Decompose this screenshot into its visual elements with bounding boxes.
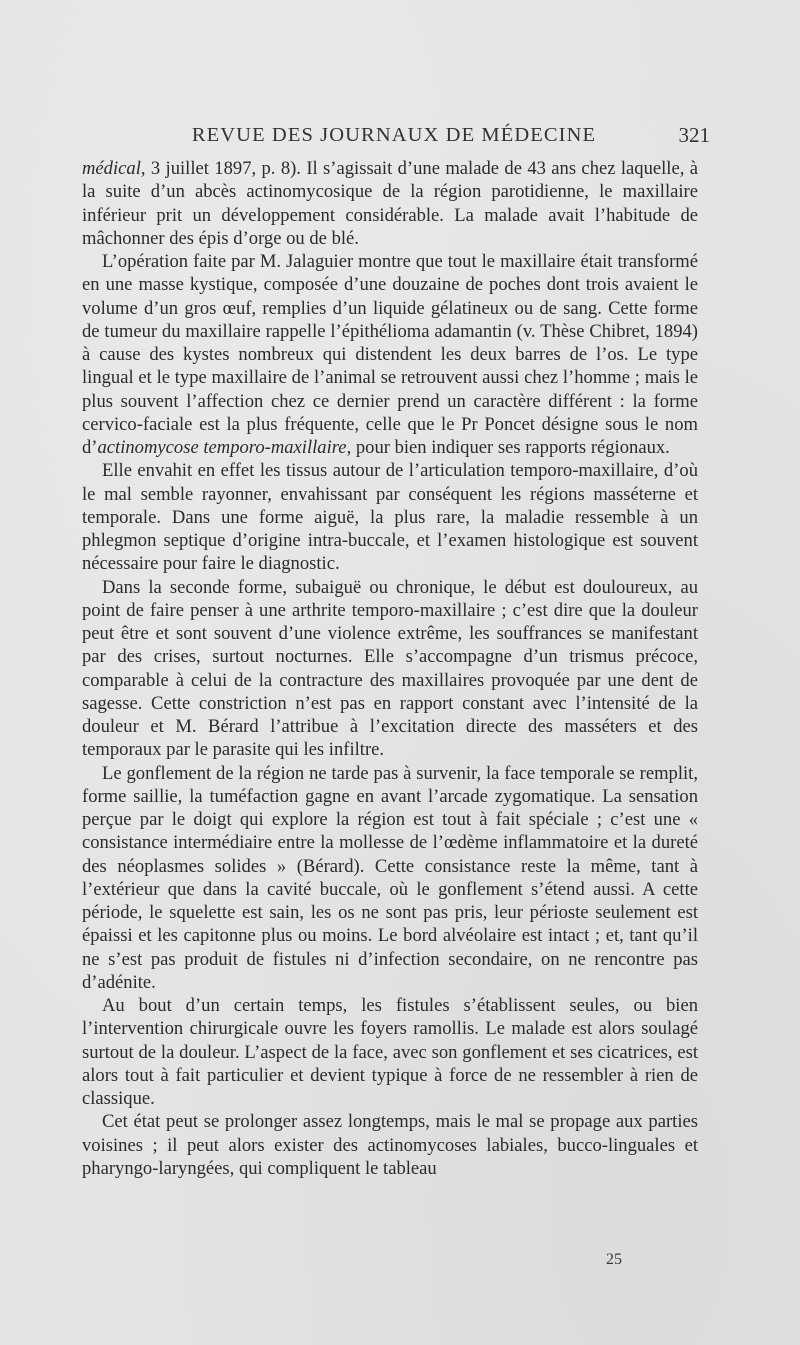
paragraph [82, 250, 698, 459]
text-run: Le gonflement de la région ne tarde pas à survenir, la face temporale se remplit, forme saillie, la tuméfaction gagne en avant l’arcade zygomatique. La sensation perçue par le doigt qui explore la région est tout à fait spéciale ; c’est une « consistance intermédiaire entre la mollesse de l’œdème inflammatoire et la dureté des néoplasmes solides » (Bérard). Cette consistance reste la même, tant à l’extérieur que dans la cavité buccale, où le gonflement s’étend aussi. A cette période, le squelette est sain, les os ne sont pas pris, leur périoste seulement est épaissi et les capitonne plus ou moins. Le bord alvéolaire est intact ; et, tant qu’il ne s’est pas produit de fistules ni d’infection secondaire, on ne rencontre pas d’adénite. [82, 762, 698, 993]
journal-title: REVUE DES JOURNAUX DE MÉDECINE [191, 124, 597, 146]
text-run: Cet état peut se prolonger assez longtemps, mais le mal se propage aux parties voisines ; il peut alors exister des actinomycoses labiales, bucco-linguales et pharyngo-laryngées, qui compliquent le tableau [82, 1111, 698, 1179]
text-run: actinomycose temporo-maxillaire [97, 437, 347, 458]
paragraph [82, 994, 698, 1110]
text-run: Au bout d’un certain temps, les fistules s’établissent seules, ou bien l’intervention chirurgicale ouvre les foyers ramollis. Le malade est alors soulagé surtout de la douleur. L’aspect de la face, avec son gonflement et ses cicatrices, est alors tout à fait particulier et devient typique à force de ne ressembler à rien de classique. [82, 995, 698, 1109]
text-run: Elle envahit en effet les tissus autour de l’articulation temporo-maxillaire, d’où le mal semble rayonner, envahissant par conséquent les régions masséterne et temporale. Dans une forme aiguë, la plus rare, la maladie ressemble à un phlegmon septique d’origine intra-buccale, et l’examen histologique est souvent nécessaire pour faire le diagnostic. [82, 460, 698, 575]
paragraph [82, 576, 698, 762]
text-run: médical [82, 158, 141, 179]
text-run: , pour bien indiquer ses rapports régionaux. [346, 437, 670, 458]
text-run: , 3 juillet 1897, p. 8). Il s’agissait d’une malade de 43 ans chez laquelle, à la suite d’un abcès actinomycosique de la région parotidienne, le maxillaire inférieur prit un développement considérable. La malade avait l’habitude de mâchonner des épis d’orge ou de blé. [82, 158, 698, 249]
printer-signature: 25 [606, 1251, 622, 1268]
text-run: Dans la seconde forme, subaiguë ou chronique, le début est douloureux, au point de faire penser à une arthrite temporo-maxillaire ; c’est dire que la douleur peut être et sont souvent d’une violence extrême, les souffrances se manifestant par des crises, surtout nocturnes. Elle s’accompagne d’un trismus précoce, comparable à celui de la contracture des maxillaires provoquée par une dent de sagesse. Cette constriction n’est pas en rapport constant avec l’intensité de la douleur et M. Bérard l’attribue à l’excitation directe des masséters et des temporaux par le parasite qui les infiltre. [82, 576, 698, 761]
paragraph [82, 459, 698, 575]
running-header [78, 118, 710, 148]
paragraph [82, 157, 698, 250]
article-body [82, 157, 698, 1180]
paragraph [82, 762, 698, 995]
paragraph [82, 1110, 698, 1180]
page-number: 321 [678, 123, 710, 147]
text-run: L’opération faite par M. Jalaguier montre que tout le maxillaire était transformé en une masse kystique, composée d’une douzaine de poches dont trois avaient le volume d’un gros œuf, remplies d’un liquide gélatineux ou de sang. Cette forme de tumeur du maxillaire rappelle l’épithélioma adamantin (v. Thèse Chibret, 1894) à cause des kystes nombreux qui distendent les deux barres de l’os. Le type lingual et le type maxillaire de l’animal se retrouvent aussi chez l’homme ; mais le plus souvent l’affection chez ce dernier prend un caractère différent : la forme cervico-faciale est la plus fréquente, celle que le Pr Poncet désigne sous le nom d’ [82, 251, 698, 458]
